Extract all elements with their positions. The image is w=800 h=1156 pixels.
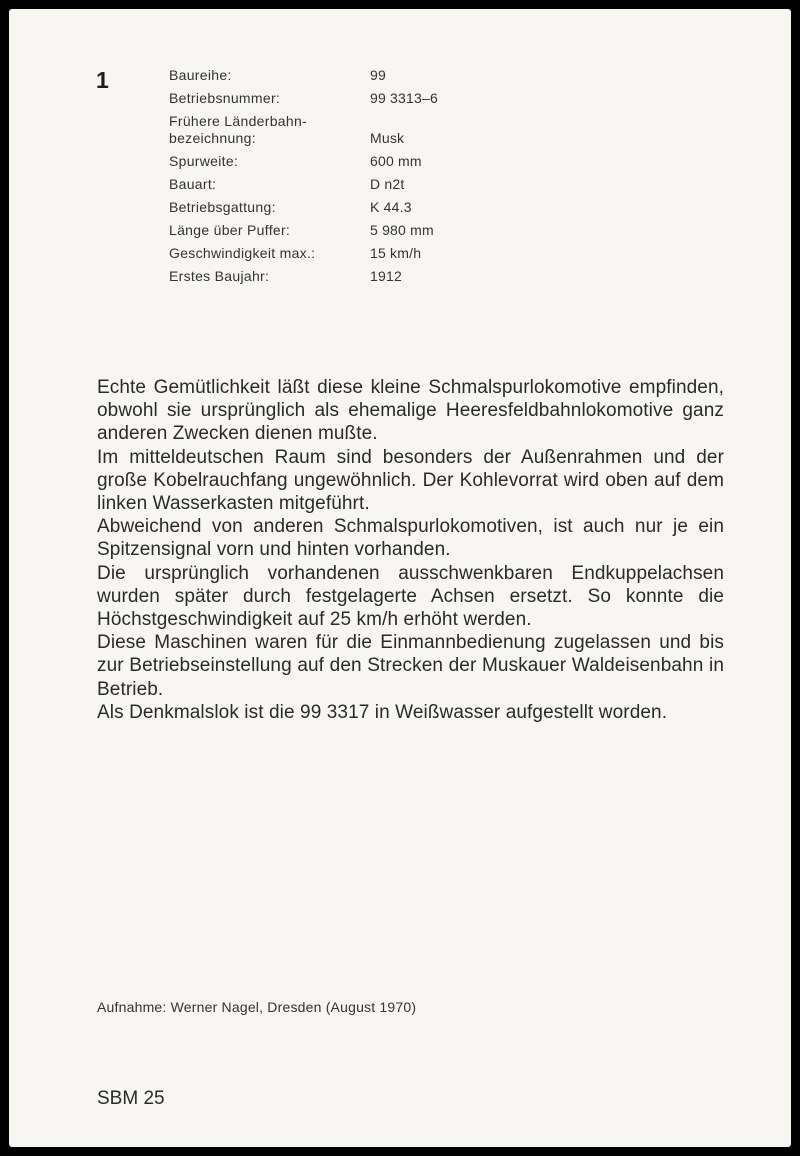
spec-row-spurweite [169,153,489,176]
spec-value: K 44.3 [370,199,412,215]
spec-label: Erstes Baujahr: [169,268,270,284]
postcard-back [9,9,791,1147]
spec-label: Frühere Länderbahn- bezeichnung: [169,113,308,146]
spec-label: Baureihe: [169,67,232,83]
spec-row-laenge [169,222,489,245]
spec-label: Betriebsnummer: [169,90,281,106]
spec-label: Betriebsgattung: [169,199,276,215]
spec-value: 15 km/h [370,245,422,261]
spec-row-betriebsgattung [169,199,489,222]
spec-value: 99 3313–6 [370,90,438,106]
spec-value: 99 [370,67,386,83]
spec-label: Bauart: [169,176,217,192]
description-paragraph: Diese Maschinen waren für die Einmannbedienung zugelassen und bis zur Betriebseinstellung auf den Strecken der Muskauer Waldeisenbahn in Betrieb. [97,632,724,700]
spec-value: 5 980 mm [370,222,434,238]
spec-row-bauart [169,176,489,199]
spec-label: Geschwindigkeit max.: [169,245,316,261]
spec-value: 600 mm [370,153,422,169]
spec-row-betriebsnummer [169,90,489,113]
spec-row-laenderbahn [169,113,489,153]
photo-credit: Aufnahme: Werner Nagel, Dresden (August 1970) [97,999,417,1015]
spec-row-baujahr [169,268,489,291]
spec-label: Spurweite: [169,153,239,169]
description-paragraph: Echte Gemütlichkeit läßt diese kleine Schmalspurlokomotive empfinden, obwohl sie ursprünglich als ehemalige Heeresfeldbahnlokomotive ganz anderen Zwecken dienen mußte. [97,377,724,445]
spec-value: 1912 [370,268,402,284]
spec-value: D n2t [370,176,405,192]
description-text [97,376,724,724]
description-paragraph: Die ursprünglich vorhandenen ausschwenkbaren Endkuppelachsen wurden später durch festgelagerte Achsen ersetzt. So konnte die Höchstgeschwindigkeit auf 25 km/h erhöht werden. [97,562,724,631]
description-paragraph: Im mitteldeutschen Raum sind besonders der Außenrahmen und der große Kobelrauchfang ungewöhnlich. Der Kohlevorrat wird oben auf dem linken Wasserkasten mitgeführt. [97,446,724,515]
description-paragraph: Abweichend von anderen Schmalspurlokomotiven, ist auch nur je ein Spitzensignal vorn und hinten vorhanden. [97,516,724,561]
spec-row-baureihe [169,67,489,90]
series-id: SBM 25 [97,1088,165,1109]
spec-value: Musk [370,130,405,146]
spec-label: Länge über Puffer: [169,222,291,238]
card-number: 1 [96,67,109,93]
spec-row-geschwindigkeit [169,245,489,268]
spec-table [169,67,489,291]
description-paragraph: Als Denkmalslok ist die 99 3317 in Weißwasser aufgestellt worden. [97,701,668,723]
